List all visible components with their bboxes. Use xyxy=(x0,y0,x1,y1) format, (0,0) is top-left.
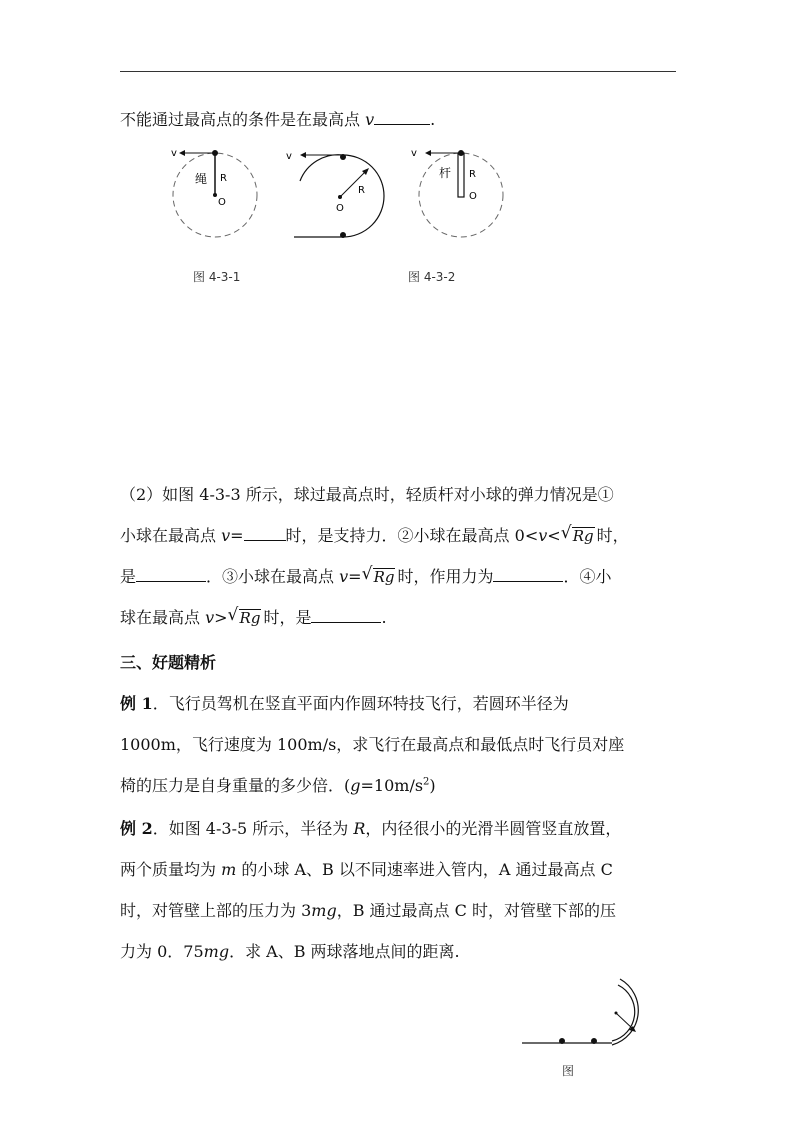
text: ) xyxy=(429,776,436,795)
ball-b xyxy=(591,1038,597,1044)
answer-blank xyxy=(244,525,286,541)
text: ．如图 4-3-5 所示，半径为 xyxy=(152,819,354,838)
figure-caption: 图 4-3-2 xyxy=(408,270,456,284)
r-label: R xyxy=(469,169,476,180)
ex1-line3 xyxy=(120,773,436,796)
ex2-line4 xyxy=(120,939,460,962)
text: 时， xyxy=(596,526,629,545)
text: ，内径很小的光滑半圆管竖直放置， xyxy=(365,819,622,838)
var-mg: mg xyxy=(311,901,337,920)
text: 时，是 xyxy=(263,608,312,627)
v-label: v xyxy=(411,148,417,159)
ball-a xyxy=(559,1038,565,1044)
section-title: 三、好题精析 xyxy=(120,653,217,672)
greater-than: > xyxy=(214,608,228,627)
text: 两个质量均为 xyxy=(120,860,222,879)
sqrt-rg: √ Rg xyxy=(364,567,396,586)
text: 椅的压力是自身重量的多少倍．( xyxy=(120,776,351,795)
top-sentence xyxy=(120,107,435,130)
text: ．求 A、B 两球落地点间的距离. xyxy=(229,942,460,961)
text: 时，是支持力．②小球在最高点 0< xyxy=(285,526,539,545)
text: ．飞行员驾机在竖直平面内作圆环特技飞行，若圆环半径为 xyxy=(152,694,569,713)
r-label: R xyxy=(358,185,365,196)
q2-line4 xyxy=(120,605,387,628)
top-text: 不能通过最高点的条件是在最高点 xyxy=(120,110,366,129)
text: ，B 通过最高点 C 时，对管壁下部的压 xyxy=(336,901,616,920)
var-mg: mg xyxy=(203,942,230,961)
superscript: 2 xyxy=(423,776,430,788)
text: 球在最高点 xyxy=(120,608,206,627)
figure-4-3-2 xyxy=(405,145,525,285)
less-than: < xyxy=(547,526,561,545)
figure-caption: 图 4-3-1 xyxy=(193,270,241,284)
text: . xyxy=(381,608,387,627)
top-var-v: v xyxy=(365,110,375,129)
bottom-ball xyxy=(340,232,346,238)
answer-blank xyxy=(493,566,563,582)
ex2-line3 xyxy=(120,898,616,921)
ex1-line2: 1000m，飞行速度为 100m/s，求飞行在最高点和最低点时飞行员对座 xyxy=(120,735,625,754)
header-rule xyxy=(120,71,676,72)
ex2-line2 xyxy=(120,857,613,880)
o-label: O xyxy=(218,197,226,208)
ex2-line1 xyxy=(120,816,621,839)
text: 的小球 A、B 以不同速率进入管内，A 通过最高点 C xyxy=(236,860,613,879)
ex1-label: 例 1 xyxy=(120,694,153,713)
v-label: v xyxy=(286,151,292,162)
text: 力为 0．75 xyxy=(120,942,204,961)
r-label: R xyxy=(220,173,227,184)
center-dot xyxy=(338,195,342,199)
q2-text: （2）如图 4-3-3 所示，球过最高点时，轻质杆对小球的弹力情况是① xyxy=(120,485,614,504)
rope-label: 绳 xyxy=(195,172,208,186)
text: ．③小球在最高点 xyxy=(206,567,340,586)
answer-blank xyxy=(374,109,430,125)
sqrt-rg: √ Rg xyxy=(563,526,595,545)
arrowhead xyxy=(425,150,431,156)
radius-arrow xyxy=(616,1013,633,1029)
o-label: O xyxy=(469,191,477,202)
q2-line3 xyxy=(120,564,612,587)
center-dot xyxy=(213,193,217,197)
text: 时，作用力为 xyxy=(397,567,494,586)
rod xyxy=(458,153,464,197)
arrowhead xyxy=(300,152,306,158)
v-label: v xyxy=(171,148,177,159)
dashed-arc xyxy=(300,155,343,181)
rod-label: 杆 xyxy=(439,166,452,180)
figure-4-3-5 xyxy=(520,975,670,1078)
q2-line2 xyxy=(120,523,629,546)
sqrt-rg: √ Rg xyxy=(230,608,262,627)
var-v: v xyxy=(339,567,349,586)
var-m: m xyxy=(221,860,237,879)
text: 小球在最高点 xyxy=(120,526,222,545)
text: =10m/s xyxy=(360,776,424,795)
figure-4-3-1 xyxy=(165,145,285,285)
var-R: R xyxy=(353,819,366,838)
text: ．④小 xyxy=(563,567,612,586)
var-v: v xyxy=(538,526,548,545)
ex1-line1 xyxy=(120,691,569,714)
figure-track xyxy=(280,145,410,255)
var-v: v xyxy=(205,608,215,627)
semicircle-track xyxy=(343,155,384,237)
text: 时，对管壁上部的压力为 3 xyxy=(120,901,312,920)
answer-blank xyxy=(136,566,206,582)
q2-line1 xyxy=(120,482,614,505)
top-period: . xyxy=(430,110,436,129)
figure-caption: 图 xyxy=(562,1064,575,1078)
o-label: O xyxy=(336,203,344,214)
var-g: g xyxy=(350,776,361,795)
var-v: v xyxy=(221,526,231,545)
equals: = xyxy=(230,526,244,545)
text: 是 xyxy=(120,567,137,586)
arrowhead xyxy=(179,150,185,156)
answer-blank xyxy=(311,607,381,623)
equals: = xyxy=(348,567,362,586)
ex2-label: 例 2 xyxy=(120,819,153,838)
